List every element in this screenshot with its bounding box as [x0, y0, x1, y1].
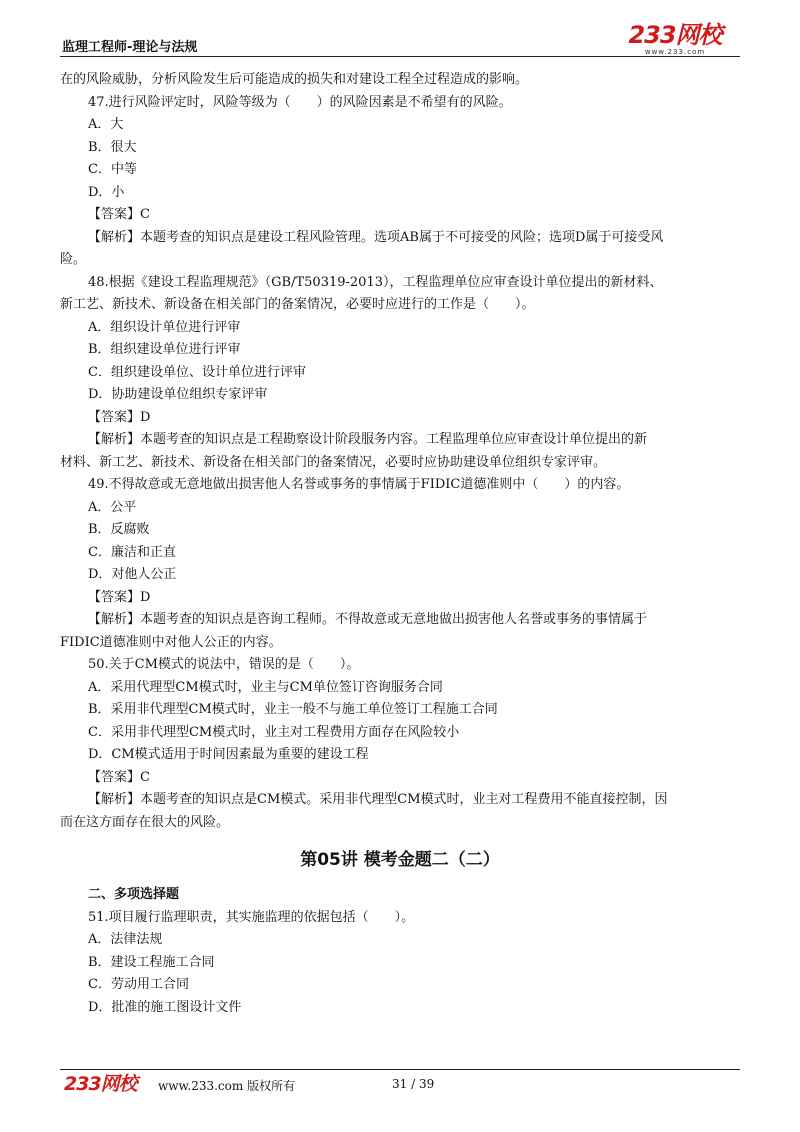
text-line: 【答案】D: [88, 409, 151, 425]
text-line: 51.项目履行监理职责，其实施监理的依据包括（ ）。: [88, 909, 415, 925]
text-line: 新工艺、新技术、新设备在相关部门的备案情况，必要时应进行的工作是（ ）。: [60, 297, 535, 312]
page-number: 31 / 39: [392, 1077, 435, 1091]
text-line: D．对他人公正: [88, 567, 177, 582]
text-line: D．协助建设单位组织专家评审: [88, 387, 268, 402]
footer-divider: [60, 1069, 740, 1070]
text-line: 49.不得故意或无意地做出损害他人名誉或事务的事情属于FIDIC道德准则中（ ）的内容。: [88, 477, 630, 492]
text-line: B．采用非代理型CM模式时，业主一般不与施工单位签订工程施工合同: [88, 702, 498, 717]
text-line: 【答案】C: [88, 207, 150, 222]
text-line: C．组织建设单位、设计单位进行评审: [88, 364, 306, 380]
text-line: D．小: [88, 184, 125, 200]
text-line: B．建设工程施工合同: [88, 954, 215, 970]
text-line: C．采用非代理型CM模式时，业主对工程费用方面存在风险较小: [88, 724, 460, 740]
text-line: 在的风险威胁，分析风险发生后可能造成的损失和对建设工程全过程造成的影响。: [60, 72, 529, 87]
text-line: C．劳动用工合同: [88, 977, 189, 992]
header-title: 监理工程师-理论与法规: [62, 40, 198, 55]
page-header: [60, 22, 740, 58]
text-line: 材料、新工艺、新技术、新设备在相关部门的备案情况，必要时应协助建设单位组织专家评审。: [60, 454, 607, 470]
text-line: 【答案】D: [88, 589, 151, 605]
text-line: 48.根据《建设工程监理规范》（GB/T50319-2013），工程监理单位应审查设计单位提出的新材料、: [88, 274, 663, 290]
text-line: A．采用代理型CM模式时，业主与CM单位签订咨询服务合同: [88, 679, 443, 695]
logo-url: www.233.com: [644, 48, 706, 56]
page-footer: [60, 1073, 740, 1097]
text-line: 【解析】本题考查的知识点是建设工程风险管理。选项AB属于不可接受的风险；选项D属于可接受风: [88, 229, 664, 245]
footer-copyright: www.233.com 版权所有: [158, 1079, 296, 1093]
text-line: 47.进行风险评定时，风险等级为（ ）的风险因素是不希望有的风险。: [88, 94, 512, 110]
text-line: 50.关于CM模式的说法中，错误的是（ ）。: [88, 657, 360, 672]
section-subheading: 二、多项选择题: [88, 887, 180, 902]
question-block-47-50: [60, 69, 740, 834]
section-title: 第05讲 模考金题二（二）: [300, 850, 500, 870]
text-line: D．CM模式适用于时间因素最为重要的建设工程: [88, 747, 369, 762]
text-line: A．公平: [88, 499, 137, 515]
text-line: B．很大: [88, 139, 137, 155]
text-line: A．大: [88, 117, 124, 132]
logo-text: 233网校: [628, 21, 722, 49]
text-line: FIDIC道德准则中对他人公正的内容。: [60, 634, 282, 650]
text-line: C．廉洁和正直: [88, 544, 176, 560]
header-divider: [60, 56, 740, 57]
document-body: [60, 69, 740, 1019]
question-block-51: [60, 907, 740, 1020]
text-line: 险。: [60, 252, 87, 267]
text-line: 【解析】本题考查的知识点是工程勘察设计阶段服务内容。工程监理单位应审查设计单位提出的新: [88, 432, 648, 447]
text-line: A．组织设计单位进行评审: [88, 319, 241, 335]
text-line: D．批准的施工图设计文件: [88, 999, 242, 1015]
text-line: A．法律法规: [88, 932, 163, 947]
footer-logo: 233网校: [64, 1073, 137, 1095]
text-line: B．反腐败: [88, 522, 150, 537]
text-line: 而在这方面存在很大的风险。: [60, 814, 230, 830]
text-line: B．组织建设单位进行评审: [88, 342, 241, 357]
brand-logo: [610, 22, 740, 56]
text-line: C．中等: [88, 162, 137, 177]
text-line: 【解析】本题考查的知识点是咨询工程师。不得故意或无意地做出损害他人名誉或事务的事情属于: [88, 612, 648, 627]
text-line: 【解析】本题考查的知识点是CM模式。采用非代理型CM模式时，业主对工程费用不能直接控制，因: [88, 792, 668, 807]
text-line: 【答案】C: [88, 769, 150, 785]
